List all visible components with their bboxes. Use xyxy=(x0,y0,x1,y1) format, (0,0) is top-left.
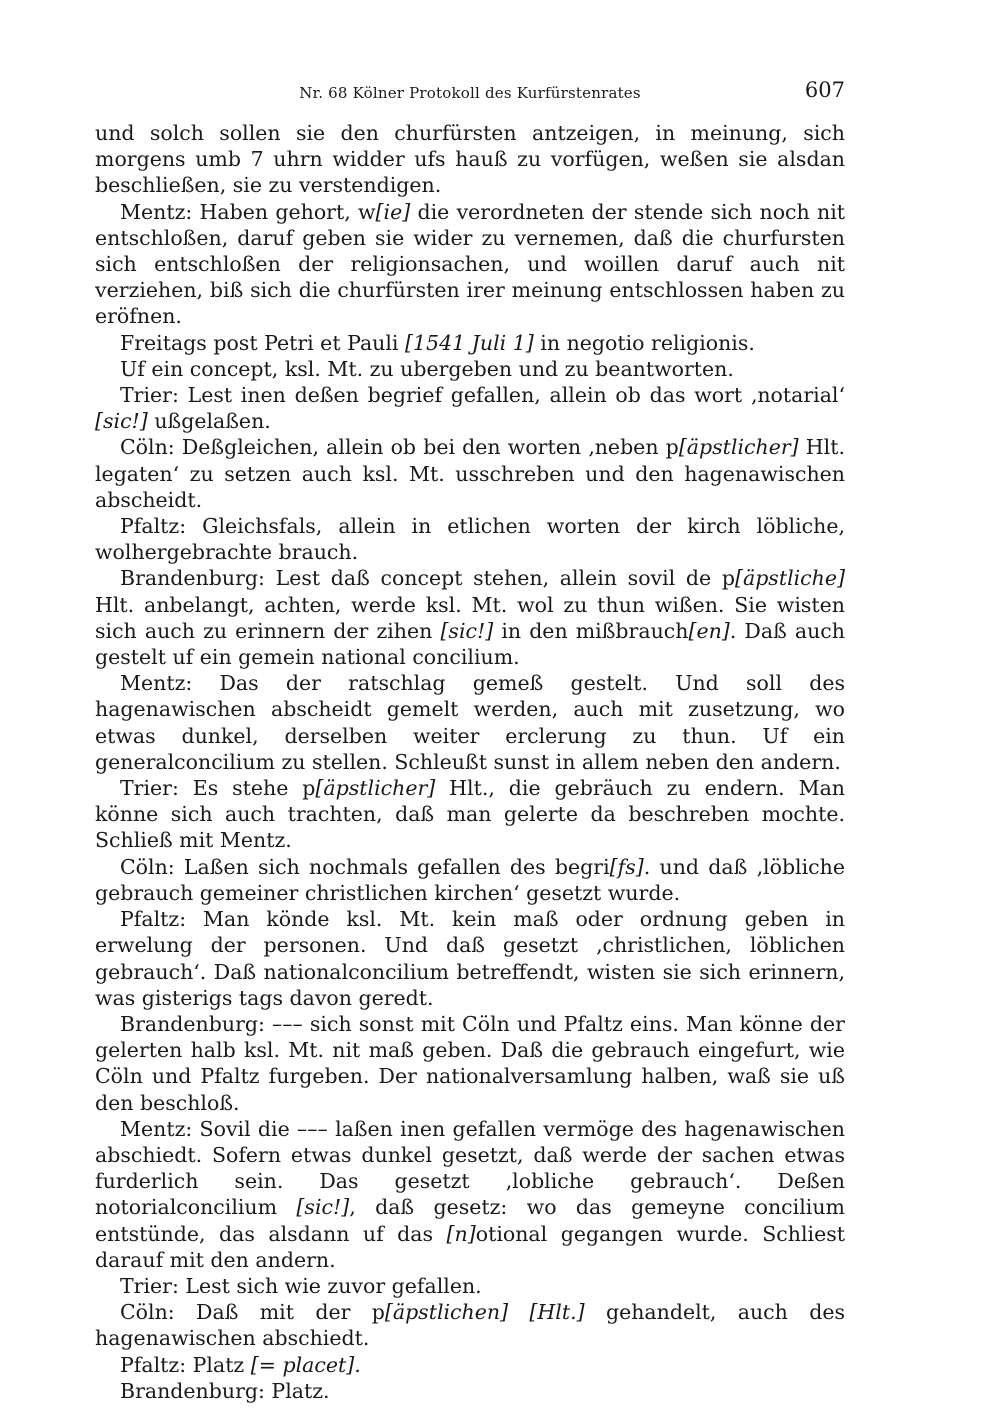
page-number: 607 xyxy=(804,78,845,102)
text-run: in negotio religionis. xyxy=(533,330,755,355)
paragraph xyxy=(95,670,845,775)
text-run: otional gegangen wurde. Schliest darauf mit den andern. xyxy=(95,1221,845,1272)
paragraph xyxy=(95,1116,845,1273)
paragraph xyxy=(95,1299,845,1351)
text-run: Brandenburg: ––– sich sonst mit Cöln und Pfaltz eins. Man könne der gelerten halb ksl. Mt. nit maß geben. Daß die gebrauch eingefurt, wie Cöln und Pfaltz furgeben. Der nationalversamlung halben, waß sie uß den beschloß. xyxy=(95,1011,845,1115)
text-run: in den mißbrauch xyxy=(493,618,689,643)
editorial-insertion: [äpstlichen] [Hlt.] xyxy=(384,1300,585,1325)
text-run: Cöln: Deßgleichen, allein ob bei den worten ‚neben p xyxy=(120,435,679,460)
paragraph xyxy=(95,1273,845,1299)
text-run: Hlt., die gebräuch zu endern. Man könne sich auch trachten, daß man gelerte da beschreben mochte. Schließ mit Mentz. xyxy=(95,776,845,853)
paragraph xyxy=(95,1378,845,1404)
paragraph xyxy=(95,565,845,670)
editorial-insertion: [= placet]. xyxy=(250,1352,361,1377)
paragraph xyxy=(95,1352,845,1378)
text-run: . und daß ‚löbliche gebrauch gemeiner christlichen kirchen‘ gesetzt wurde. xyxy=(95,854,845,905)
editorial-insertion: [sic!] xyxy=(440,618,494,643)
text-run: Hlt. legaten‘ zu setzen auch ksl. Mt. usschreben und den hagenawischen abscheidt. xyxy=(95,435,845,512)
text-run: Cöln: Laßen sich nochmals gefallen des begri xyxy=(120,854,610,879)
editorial-insertion: [sic!] xyxy=(95,409,148,434)
text-run: Freitags post Petri et Pauli xyxy=(120,330,405,355)
text-run: Brandenburg: Lest daß concept stehen, allein sovil de p xyxy=(120,566,735,591)
paragraph xyxy=(95,120,845,199)
editorial-insertion: [fs] xyxy=(609,854,644,879)
text-run: Uf ein concept, ksl. Mt. zu ubergeben und zu beantworten. xyxy=(120,356,734,381)
paragraph xyxy=(95,330,845,356)
text-run: und solch sollen sie den churfürsten antzeigen, in meinung, sich morgens umb 7 uhrn widder ufs hauß zu vorfügen, weßen sie alsdan beschließen, sie zu verstendigen. xyxy=(95,121,845,198)
editorial-insertion: [ie] xyxy=(375,199,411,224)
paragraph xyxy=(95,199,845,330)
text-run: Trier: Lest sich wie zuvor gefallen. xyxy=(120,1273,482,1298)
paragraph xyxy=(95,1011,845,1116)
text-run: Trier: Es stehe p xyxy=(120,776,316,801)
editorial-insertion: [sic!] xyxy=(296,1195,350,1220)
text-run: , daß gesetz: wo das gemeyne concilium entstünde, das alsdann uf das xyxy=(95,1195,845,1246)
paragraph xyxy=(95,854,845,906)
editorial-insertion: [en] xyxy=(688,618,730,643)
text-run: Pfaltz: Platz xyxy=(120,1352,251,1377)
text-run: Trier: Lest inen deßen begrief gefallen, allein ob das wort ‚notarial‘ xyxy=(120,383,845,408)
editorial-insertion: [äpstlicher] xyxy=(315,776,436,801)
paragraph xyxy=(95,775,845,854)
text-run: die verordneten der stende sich noch nit entschloßen, daruf geben sie wider zu vernemen, daß die churfursten sich entschloßen der religionsachen, und woillen daruf auch nit verziehen, biß sich die churfürsten irer meinung entschlossen haben zu eröfnen. xyxy=(95,199,846,329)
paragraph xyxy=(95,513,845,565)
text-run: Pfaltz: Man könde ksl. Mt. kein maß oder ordnung geben in erwelung der personen. Und daß gesetzt ‚christlichen, löblichen gebrauch‘. Daß nationalconcilium betreffendt, wisten sie sich erinnern, was gisterigs tags davon geredt. xyxy=(95,907,845,1010)
text-run: ußgelaßen. xyxy=(147,409,271,434)
text-run: Brandenburg: Platz. xyxy=(120,1378,330,1403)
paragraph xyxy=(95,356,845,382)
editorial-insertion: [1541 Juli 1] xyxy=(405,330,534,355)
paragraph xyxy=(95,434,845,513)
text-run: Mentz: Haben gehort, w xyxy=(120,199,376,224)
paragraph xyxy=(95,906,845,1011)
editorial-insertion: [äpstliche] xyxy=(734,566,845,591)
text-run: Mentz: Sovil die ––– laßen inen gefallen vermöge des hagenawischen abschiedt. Sofern etwas dunkel gesetzt, daß werde der sachen etwas furderlich sein. Das gesetzt ‚lobliche gebrauch‘. Deßen notorialconcilium xyxy=(95,1116,845,1220)
text-run: Mentz: Das der ratschlag gemeß gestelt. Und soll des hagenawischen abscheidt gemelt werden, auch mit zusetzung, wo etwas dunkel, derselben weiter erclerung zu thun. Uf ein generalconcilium zu stellen. Schleußt sunst in allem neben den andern. xyxy=(95,671,845,774)
editorial-insertion: [äpstlicher] xyxy=(678,435,799,460)
editorial-insertion: [n] xyxy=(446,1221,476,1246)
text-run: Pfaltz: Gleichsfals, allein in etlichen worten der kirch löbliche, wolhergebrachte brauch. xyxy=(95,514,845,565)
text-run: gehandelt, auch des hagenawischen abschiedt. xyxy=(95,1300,845,1351)
header-title: Nr. 68 Kölner Protokoll des Kurfürstenrates xyxy=(299,84,641,102)
text-run: Hlt. anbelangt, achten, werde ksl. Mt. wol zu thun wißen. Sie wisten sich auch zu erinnern der zihen xyxy=(95,592,845,643)
protocol-body-text xyxy=(95,120,845,1404)
text-run: Cöln: Daß mit der p xyxy=(120,1300,385,1325)
running-header xyxy=(95,78,845,108)
paragraph xyxy=(95,382,845,434)
text-run: . Daß auch gestelt uf ein gemein national concilium. xyxy=(95,618,845,670)
